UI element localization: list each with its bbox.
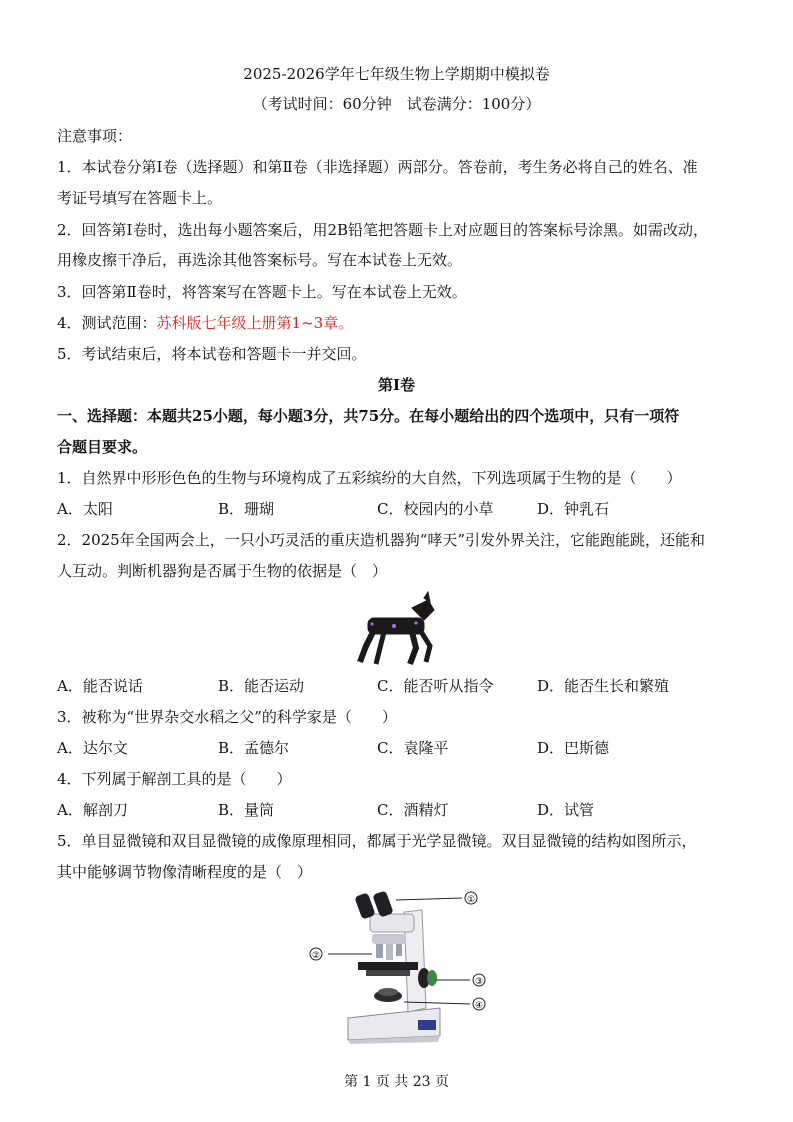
q2-option-c[interactable]: C．能否听从指令 [377,677,494,695]
note-line-3: 2．回答第Ⅰ卷时，选出每小题答案后，用2B铅笔把答题卡上对应题目的答案标号涂黑。如需改动， [57,221,709,239]
q2-stem-line1: 2．2025年全国两会上，一只小巧灵活的重庆造机器狗“哮天”引发外界关注，它能跑能跳，还能和 [57,531,706,549]
q4-stem: 4．下列属于解剖工具的是（ ） [57,770,292,788]
q3-option-c[interactable]: C．袁隆平 [377,739,449,757]
note-line-1: 1．本试卷分第Ⅰ卷（选择题）和第Ⅱ卷（非选择题）两部分。答卷前，考生务必将自己的姓名、准 [57,158,698,176]
q4-option-c[interactable]: C．酒精灯 [377,801,449,819]
q4-option-d[interactable]: D．试管 [537,801,595,819]
q1-option-c[interactable]: C．校园内的小草 [377,500,494,518]
page-footer: 第 1 页 共 23 页 [344,1074,449,1090]
q3-option-d[interactable]: D．巴斯德 [537,739,610,757]
part1-title: 第Ⅰ卷 [377,376,416,394]
note-line-5: 3．回答第Ⅱ卷时，将答案写在答题卡上。写在本试卷上无效。 [57,283,467,301]
label-2: ② [311,951,321,961]
note-scope-prefix: 4．测试范围： [57,314,157,332]
exam-title: 2025-2026学年七年级生物上学期期中模拟卷 [243,65,550,83]
q5-stem-line2: 其中能够调节物像清晰程度的是（ ） [57,863,313,881]
robot-dog-image [350,590,444,668]
q2-option-b[interactable]: B．能否运动 [218,677,305,695]
q2-option-d[interactable]: D．能否生长和繁殖 [537,677,670,695]
q1-stem: 1．自然界中形形色色的生物与环境构成了五彩缤纷的大自然，下列选项属于生物的是（ ） [57,469,682,487]
q3-stem: 3．被称为“世界杂交水稻之父”的科学家是（ ） [57,708,397,726]
q3-option-b[interactable]: B．孟德尔 [218,739,290,757]
note-scope-value: 苏科版七年级上册第1~3章。 [156,314,354,332]
label-1: ① [466,895,476,905]
q2-stem-line2: 人互动。判断机器狗是否属于生物的依据是（ ） [57,562,388,580]
q2-option-a[interactable]: A．能否说话 [57,677,143,695]
q3-option-a[interactable]: A．达尔文 [57,739,128,757]
note-line-6 [57,313,353,333]
label-4: ④ [474,1001,484,1011]
q4-option-a[interactable]: A．解剖刀 [57,801,128,819]
exam-subtitle: （考试时间：60分钟 试卷满分：100分） [252,95,541,113]
q1-option-a[interactable]: A．太阳 [57,500,113,518]
notes-heading: 注意事项： [57,127,133,145]
label-3: ③ [474,977,484,987]
q5-stem-line1: 5．单目显微镜和双目显微镜的成像原理相同，都属于光学显微镜。双目显微镜的结构如图所示， [57,832,697,850]
section-heading-line1: 一、选择题：本题共25小题，每小题3分，共75分。在每小题给出的四个选项中，只有一项符 [57,407,680,425]
note-line-2: 考证号填写在答题卡上。 [57,189,223,207]
note-line-7: 5．考试结束后，将本试卷和答题卡一并交回。 [57,345,367,363]
q1-option-b[interactable]: B．珊瑚 [218,500,275,518]
q1-option-d[interactable]: D．钟乳石 [537,500,610,518]
section-heading-line2: 合题目要求。 [57,438,148,456]
q4-option-b[interactable]: B．量筒 [218,801,275,819]
microscope-diagram [300,888,500,1048]
note-line-4: 用橡皮擦干净后，再选涂其他答案标号。写在本试卷上无效。 [57,251,463,269]
